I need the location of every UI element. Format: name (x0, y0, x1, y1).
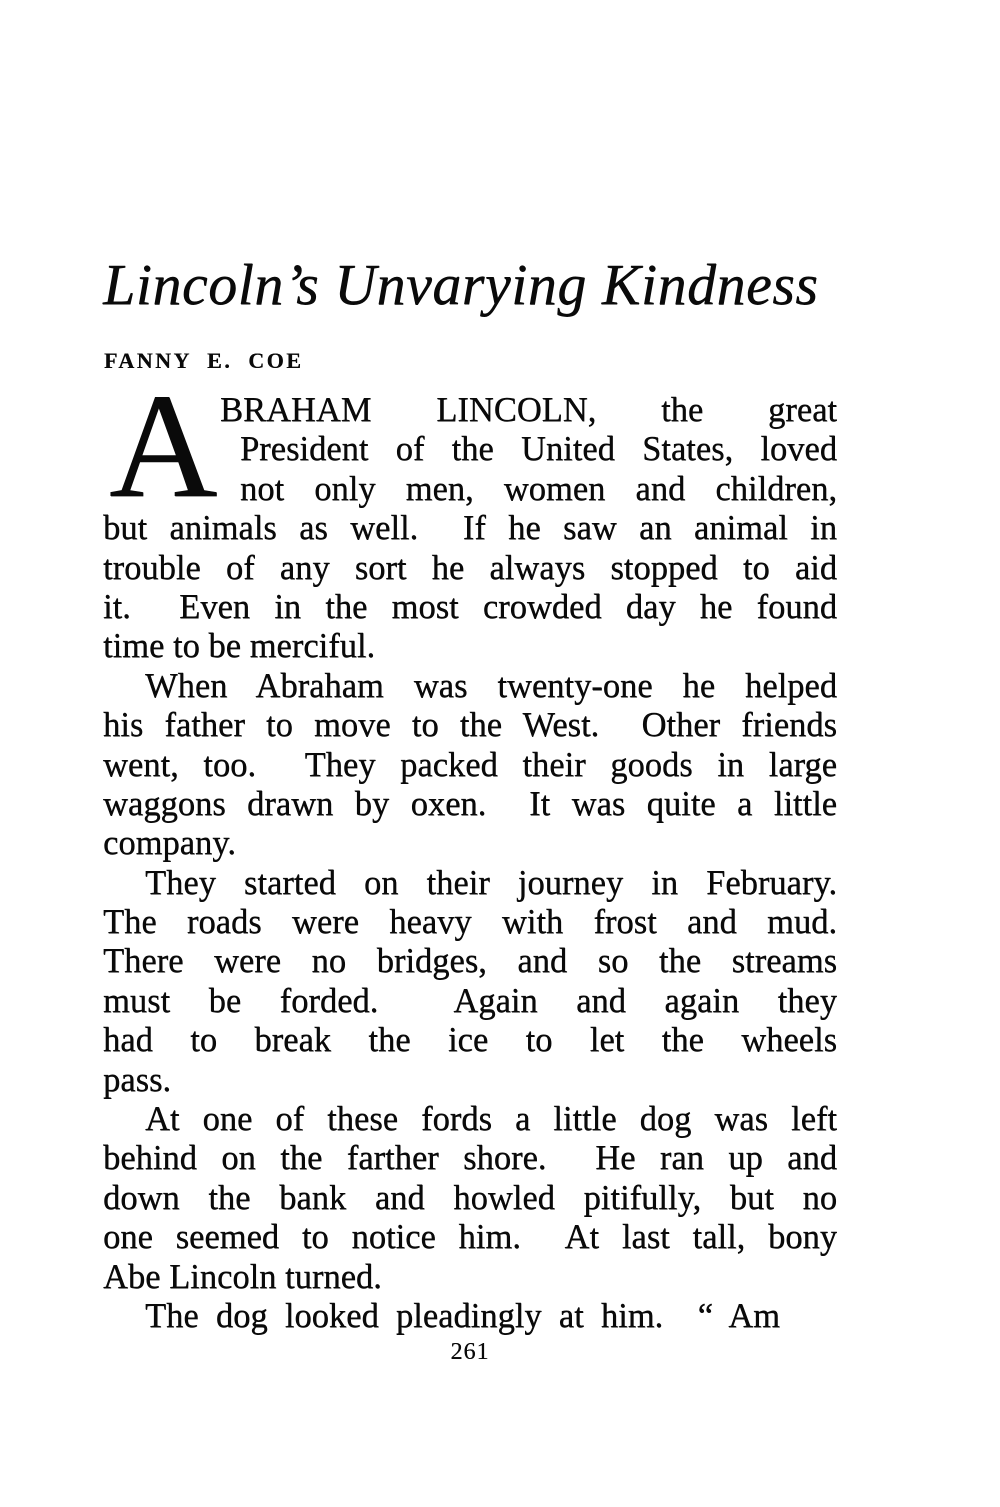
author-name: FANNY E. COE (104, 348, 304, 373)
body-line: his father to move to the West. Other friends (103, 706, 837, 745)
body-line: down the bank and howled pitifully, but no (103, 1178, 837, 1217)
body-line: BRAHAM LINCOLN, the great (220, 391, 837, 429)
body-line: They started on their journey in February. (145, 863, 837, 902)
body-line: company. (103, 824, 236, 863)
page-title: Lincoln’s Unvarying Kindness (103, 252, 819, 317)
body-line: must be forded. Again and again they (103, 981, 837, 1020)
body-line: trouble of any sort he always stopped to aid (103, 548, 837, 587)
body-line: not only men, women and children, (240, 469, 837, 508)
body-line: behind on the farther shore. He ran up and (103, 1139, 837, 1178)
body-line: When Abraham was twenty-one he helped (145, 666, 837, 705)
body-line: had to break the ice to let the wheels (103, 1021, 837, 1060)
body-line: There were no bridges, and so the streams (103, 942, 837, 981)
paragraph-lines (103, 363, 837, 1336)
body-line: it. Even in the most crowded day he found (103, 587, 837, 626)
page-number: 261 (450, 1339, 490, 1365)
drop-cap: A (109, 363, 218, 529)
body-line: time to be merciful. (103, 627, 376, 666)
body-line: Abe Lincoln turned. (103, 1257, 382, 1296)
body-line: President of the United States, loved (240, 430, 837, 469)
body-line: At one of these fords a little dog was left (145, 1100, 837, 1139)
body-line: went, too. They packed their goods in large (103, 745, 837, 784)
body-line: but animals as well. If he saw an animal in (103, 509, 837, 548)
body-line: The roads were heavy with frost and mud. (103, 903, 837, 942)
body-line: one seemed to notice him. At last tall, bony (103, 1218, 837, 1257)
body-line: pass. (103, 1060, 172, 1099)
body-line: waggons drawn by oxen. It was quite a little (103, 784, 837, 823)
body-line: The dog looked pleadingly at him. “ Am (145, 1296, 780, 1335)
body-text (103, 363, 837, 1336)
